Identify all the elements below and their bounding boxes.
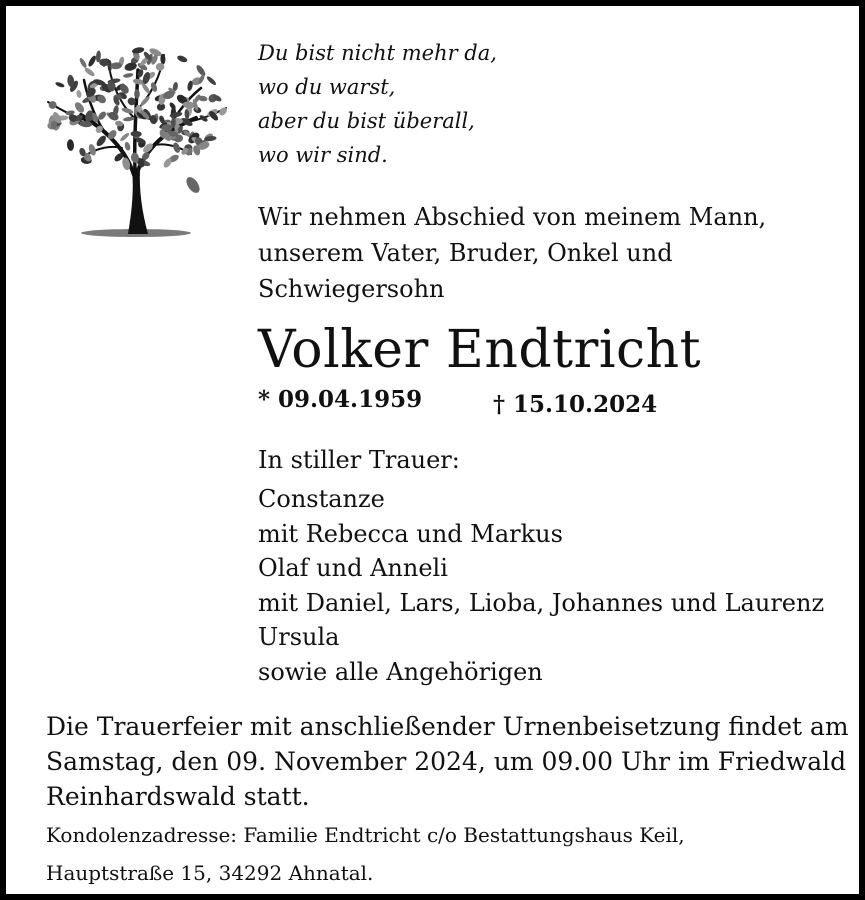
- tree-leaf: [76, 90, 82, 99]
- funeral-notice: [46, 709, 849, 814]
- tree-leaf: [55, 81, 65, 88]
- mourner-line: mit Rebecca und Markus: [258, 519, 563, 548]
- tree-leaf: [78, 57, 88, 69]
- intro-line: unserem Vater, Bruder, Onkel und: [258, 239, 673, 267]
- poem-line: wo du warst,: [258, 75, 396, 99]
- mourners-list: [258, 482, 858, 689]
- poem: [258, 36, 497, 172]
- mourner-line: sowie alle Angehörigen: [258, 657, 543, 686]
- poem-line: Du bist nicht mehr da,: [258, 41, 497, 65]
- falling-leaf-icon: [184, 175, 203, 195]
- condolence-line: Hauptstraße 15, 34292 Ahnatal.: [46, 861, 374, 885]
- birth-date: * 09.04.1959: [258, 386, 423, 413]
- intro-line: Wir nehmen Abschied von meinem Mann,: [258, 203, 767, 231]
- tree-leaf: [134, 89, 140, 98]
- mourning-title: In stiller Trauer:: [258, 446, 460, 474]
- mourner-line: Constanze: [258, 485, 385, 513]
- death-date: † 15.10.2024: [493, 391, 658, 418]
- tree-leaf: [139, 95, 151, 107]
- tree-leaf: [87, 55, 97, 68]
- tree-leaf: [83, 66, 95, 77]
- funeral-line: Reinhardswald statt.: [46, 782, 310, 811]
- condolence-line: Kondolenzadresse: Familie Endtricht c/o Bestattungshaus Keil,: [46, 823, 685, 847]
- tree-leaf: [130, 131, 141, 138]
- funeral-line: Die Trauerfeier mit anschließender Urnenbeisetzung findet am: [46, 712, 849, 741]
- intro-line: Schwiegersohn: [258, 275, 445, 303]
- mourner-line: Olaf und Anneli: [258, 554, 448, 582]
- farewell-intro: [258, 199, 838, 307]
- mourner-line: Ursula: [258, 623, 340, 651]
- poem-line: aber du bist überall,: [258, 109, 475, 133]
- poem-line: wo wir sind.: [258, 143, 388, 167]
- tree-leaf: [95, 134, 108, 148]
- tree-leaf: [124, 141, 131, 151]
- funeral-line: Samstag, den 09. November 2024, um 09.00 Uhr im Friedwald: [46, 747, 847, 776]
- tree-leaf: [195, 64, 207, 78]
- tree-leaf: [206, 75, 218, 86]
- tree-leaf: [67, 139, 75, 151]
- mourner-line: mit Daniel, Lars, Lioba, Johannes und Laurenz: [258, 588, 825, 617]
- tree-leaf: [51, 121, 58, 129]
- tree-leaf: [176, 54, 188, 63]
- tree-leaf: [123, 72, 134, 78]
- condolence-address: [46, 816, 846, 892]
- tree-leaf: [121, 107, 134, 115]
- tree-icon: [36, 30, 236, 240]
- tree-leaf: [119, 132, 130, 142]
- deceased-name: Volker Endtricht: [258, 320, 702, 380]
